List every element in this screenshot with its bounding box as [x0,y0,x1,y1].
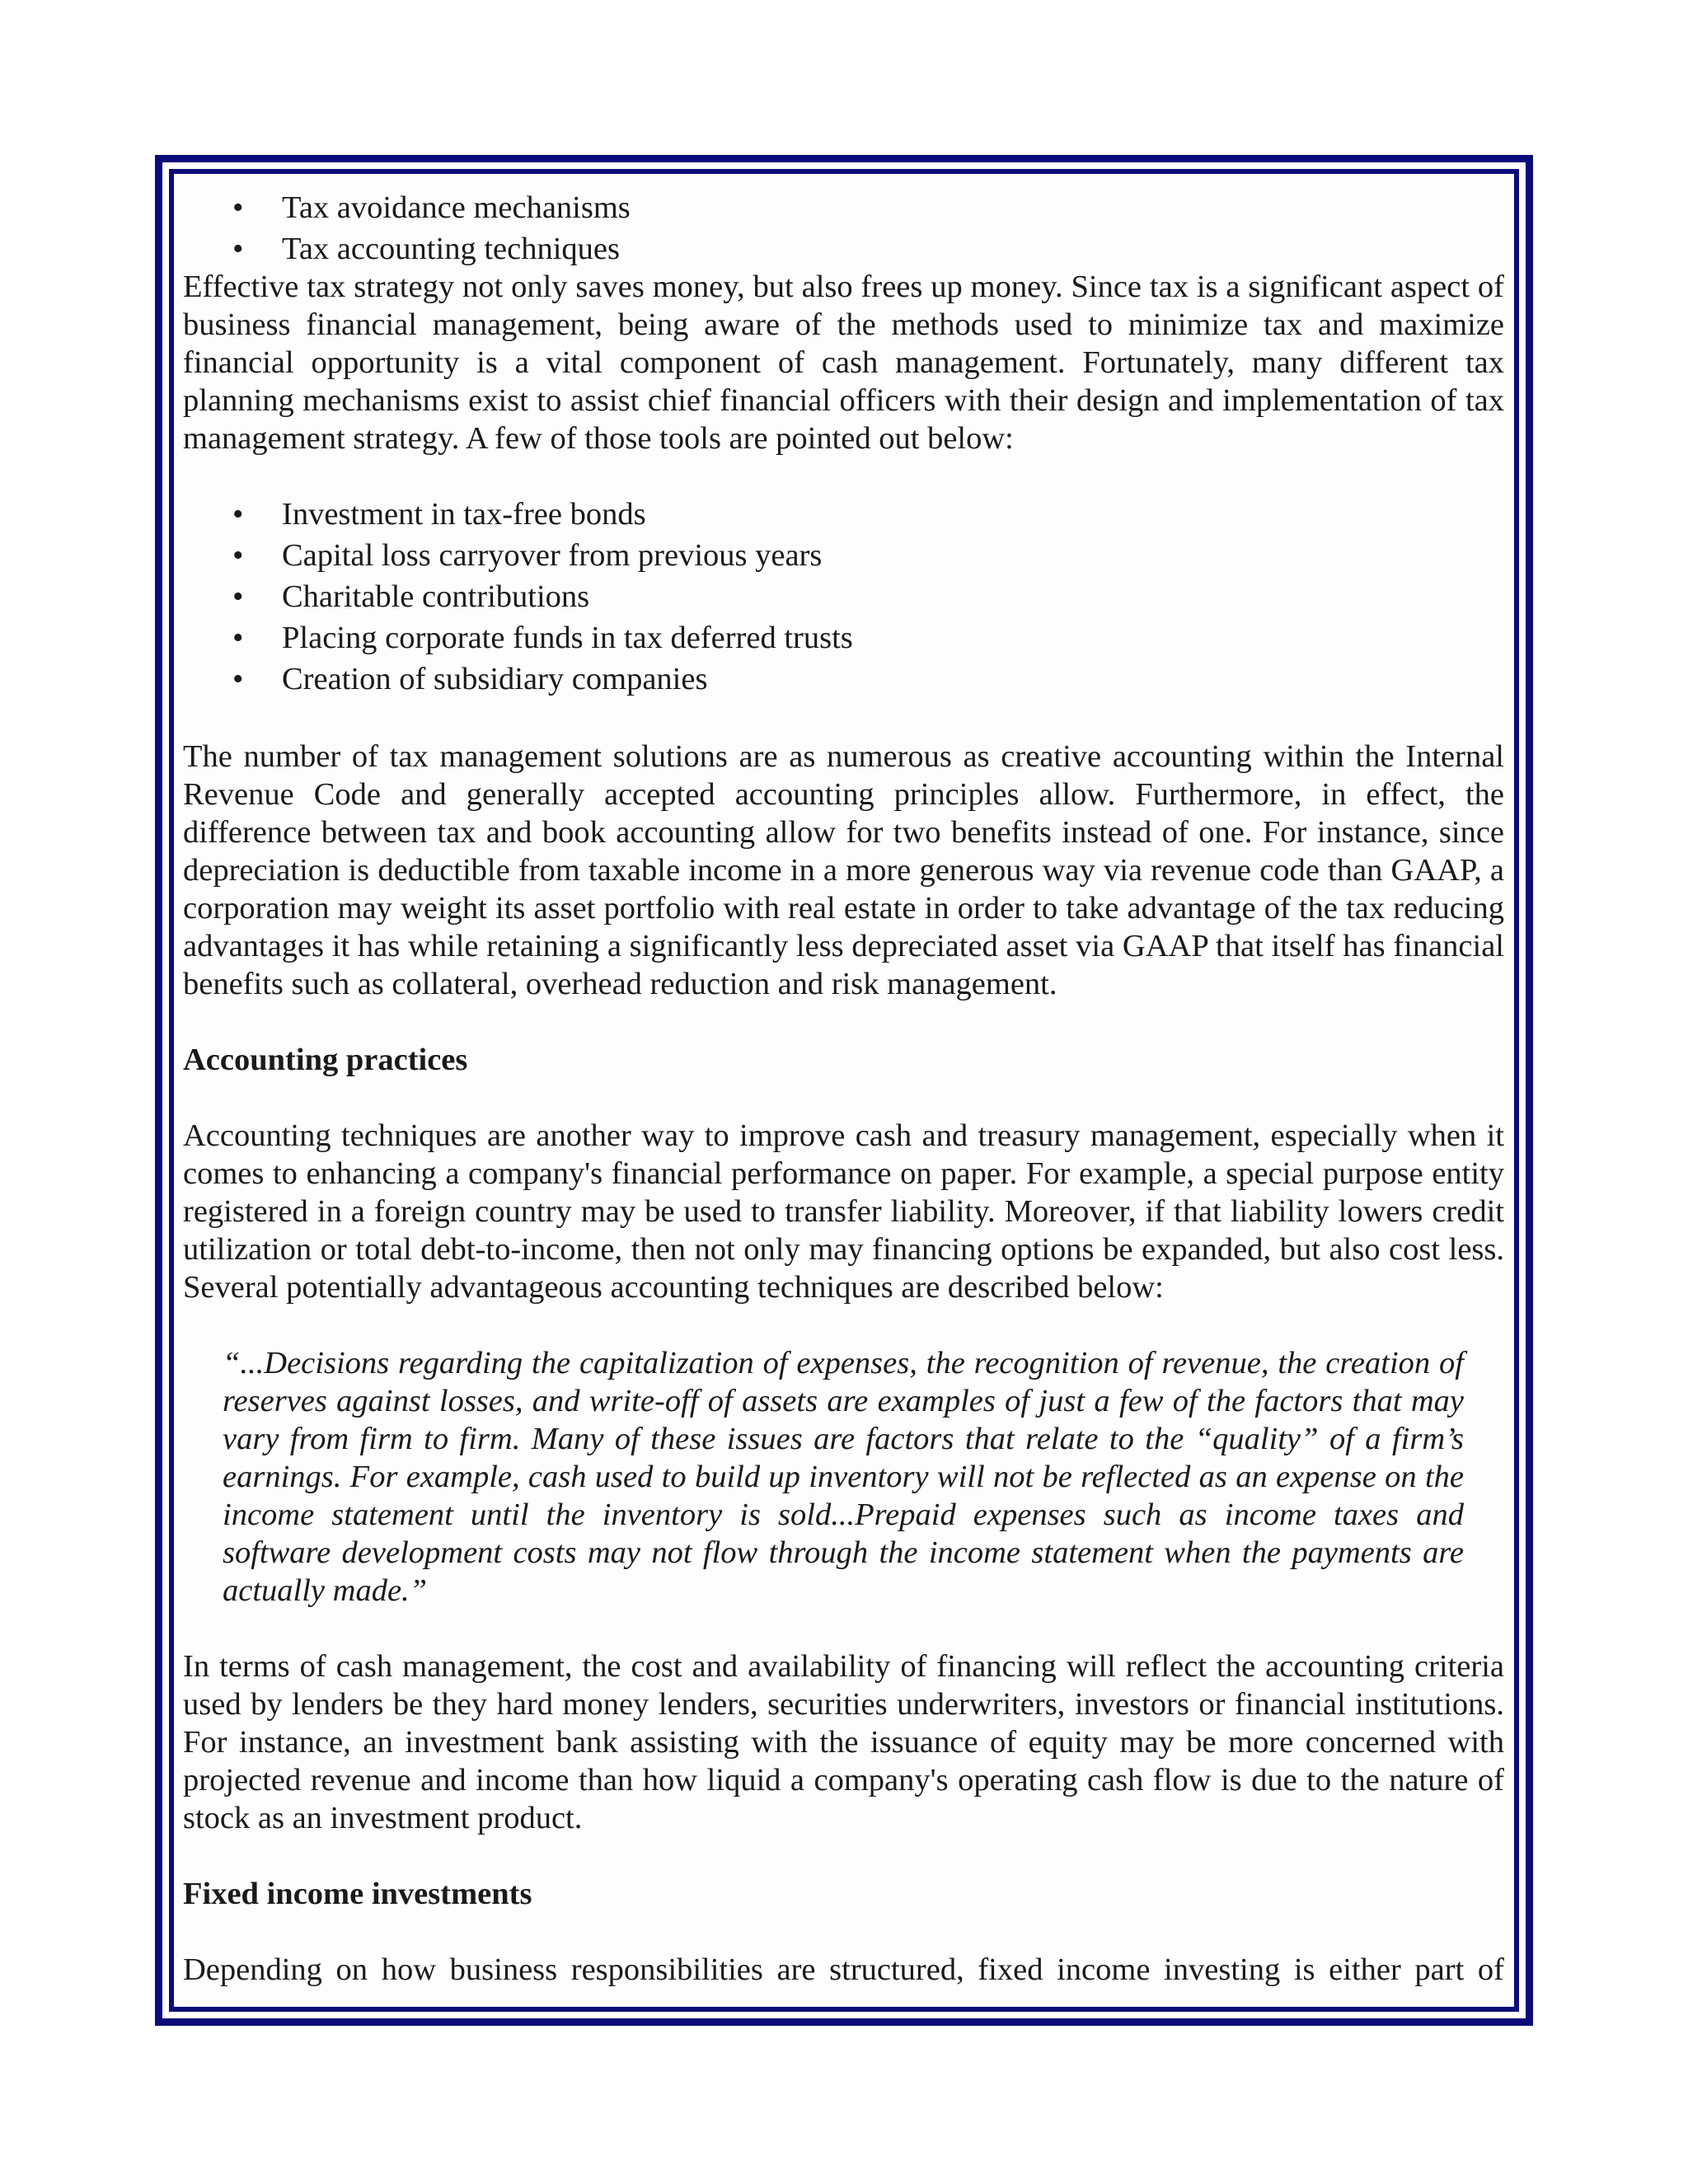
paragraph-cash-management: In terms of cash management, the cost and availability of financing will reflect the accounting criteria used by lenders be they hard money lenders, securities underwriters, investors or financial institutions. For instance, an investment bank assisting with the issuance of equity may be more concerned with projected revenue and income than how liquid a company's operating cash flow is due to the nature of stock as an investment product. [183,1649,1504,1835]
list-item-text: Tax accounting techniques [282,232,620,266]
bullet-icon: • [232,232,244,266]
section-heading-accounting-practices: Accounting practices [183,1043,468,1077]
list-item-text: Placing corporate funds in tax deferred trusts [282,621,853,655]
list-item [183,576,1504,617]
paragraph-tax-strategy: Effective tax strategy not only saves money, but also frees up money. Since tax is a significant aspect of business financial management, being aware of the methods used to minimize tax and maximize financial opportunity is a vital component of cash management. Fortunately, many different tax planning mechanisms exist to assist chief financial officers with their design and implementation of tax management strategy. A few of those tools are pointed out below: [183,269,1504,456]
block-quote: “...Decisions regarding the capitalization of expenses, the recognition of revenue, the creation of reserves against losses, and write-off of assets are examples of just a few of the factors that may vary from firm to firm. Many of these issues are factors that relate to the “quality” of a firm’s earnings. For example, cash used to build up inventory will not be reflected as an expense on the income statement until the inventory is sold...Prepaid expenses such as income taxes and software development costs may not flow through the income statement when the payments are actually made.” [223,1346,1464,1608]
list-item-text: Creation of subsidiary companies [282,662,708,696]
spacer [183,700,1504,738]
list-item-text: Capital loss carryover from previous years [282,538,823,573]
spacer [183,1079,1504,1117]
list-item [183,187,1504,228]
bullet-icon: • [232,662,244,696]
page-border-outer [155,155,1533,2026]
spacer [183,1306,1504,1344]
spacer [183,1913,1504,1951]
paragraph-tax-solutions: The number of tax management solutions are as numerous as creative accounting within the Internal Revenue Code and generally accepted accounting principles allow. Furthermore, in effect, the difference between tax and book accounting allow for two benefits instead of one. For instance, since depreciation is deductible from taxable income in a more generous way via revenue code than GAAP, a corporation may weight its asset portfolio with real estate in order to take advantage of the tax reducing advantages it has while retaining a significantly less depreciated asset via GAAP that itself has financial benefits such as collateral, overhead reduction and risk management. [183,739,1504,1001]
tax-tools-list [183,494,1504,700]
list-item [183,228,1504,269]
spacer [183,1837,1504,1875]
paragraph-fixed-income: Depending on how business responsibilities are structured, fixed income investing is either part of [183,1952,1504,1987]
spacer [183,1003,1504,1041]
list-item-text: Charitable contributions [282,579,590,614]
bullet-icon: • [232,190,244,225]
list-item-text: Investment in tax-free bonds [282,497,646,532]
list-item [183,658,1504,700]
bullet-icon: • [232,621,244,655]
spacer [183,1610,1504,1647]
list-item [183,535,1504,576]
paragraph-accounting-techniques: Accounting techniques are another way to improve cash and treasury management, especially when it comes to enhancing a company's financial performance on paper. For example, a special purpose entity registered in a foreign country may be used to transfer liability. Moreover, if that liability lowers credit utilization or total debt-to-income, then not only may financing options be expanded, but also cost less. Several potentially advantageous accounting techniques are described below: [183,1118,1504,1305]
section-heading-fixed-income: Fixed income investments [183,1877,532,1911]
bullet-icon: • [232,538,244,573]
list-item-text: Tax avoidance mechanisms [282,190,631,225]
bullet-icon: • [232,579,244,614]
document-body [183,187,1504,1989]
list-item [183,494,1504,535]
spacer [183,457,1504,494]
page-border-inner [169,169,1519,2012]
list-item [183,617,1504,658]
bullet-icon: • [232,497,244,532]
tax-methods-list [183,187,1504,269]
